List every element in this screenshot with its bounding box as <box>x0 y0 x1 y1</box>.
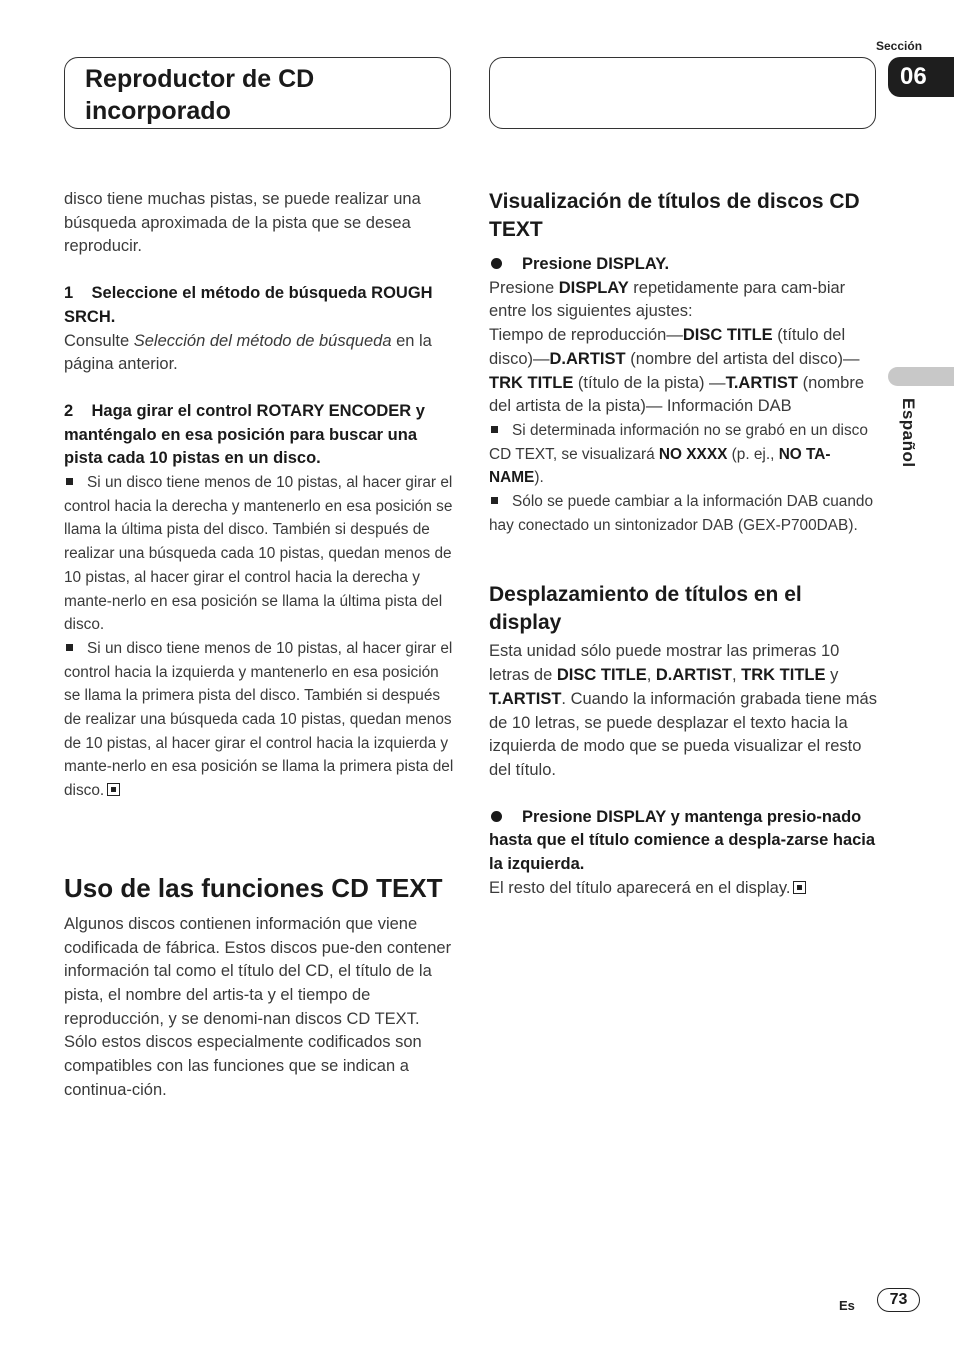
scroll-result <box>489 877 879 901</box>
section-label: Sección <box>876 39 923 53</box>
note-right-turn <box>64 471 454 637</box>
note-no-info <box>489 419 879 490</box>
text-run: Tiempo de reproducción— <box>489 326 683 345</box>
display-step-text: Presione DISPLAY. <box>522 255 670 273</box>
text-run: , <box>731 666 742 685</box>
disc-artist-label: D.ARTIST <box>549 349 626 368</box>
track-title-label: TRK TITLE <box>741 666 826 685</box>
text-run: (nombre del artista de la pista)— Información DAB <box>489 373 865 416</box>
bullet-dot-icon <box>491 258 502 269</box>
display-cycle-paragraph <box>489 277 879 324</box>
intro-paragraph: disco tiene muchas pistas, se puede realizar una búsqueda aproximada de la pista que se desea reproducir. <box>64 190 421 256</box>
track-artist-label: T.ARTIST <box>489 689 562 708</box>
chapter-title: Reproductor de CD incorporado <box>85 65 315 125</box>
left-column <box>64 188 454 1103</box>
section-number: 06 <box>900 63 927 90</box>
language-tab-label: Español <box>899 398 918 468</box>
chapter-header-box <box>64 57 451 129</box>
bullet-dot-icon <box>491 811 502 822</box>
end-of-section-icon <box>107 783 120 796</box>
step-2-heading: 2 Haga girar el control ROTARY ENCODER y manténgalo en esa posición para buscar una pista cada 10 pistas en un disco. <box>64 401 425 468</box>
end-of-section-icon <box>793 881 806 894</box>
no-xxxx-label: NO XXXX <box>658 445 728 463</box>
scroll-step <box>489 806 879 877</box>
step-1-body <box>64 330 454 377</box>
empty-header-box <box>489 57 876 129</box>
title-scroll-heading: Desplazamiento de títulos en el display <box>489 583 802 635</box>
footer-language-code: Es <box>839 1298 855 1313</box>
text-run: , <box>646 666 656 685</box>
title-display-heading: Visualización de títulos de discos CD TEXT <box>489 190 860 241</box>
display-step <box>489 253 879 277</box>
bullet-square-icon <box>491 497 498 504</box>
disc-artist-label: D.ARTIST <box>655 666 732 685</box>
disc-title-label: DISC TITLE <box>682 326 773 345</box>
page-number <box>877 1288 920 1312</box>
note-right-turn-text: Si un disco tiene menos de 10 pistas, al hacer girar el control hacia la derecha y mantenerlo en esa posición se llama la última pista del disco. También si después de realizar una búsqueda cada 10 pistas, quedan menos de 10 pistas, al hacer girar el control hacia la derecha y mante-nerlo en esa posición se llama la última pista del disco. <box>64 474 453 634</box>
track-title-label: TRK TITLE <box>489 373 574 392</box>
text-run: (título de la pista) — <box>573 373 726 392</box>
scroll-step-text: Presione DISPLAY y mantenga presio-nado hasta que el título comience a despla-zarse hacia la izquierda. <box>489 807 876 874</box>
text-run: repetidamente para cam-biar entre los siguientes ajustes: <box>489 278 846 321</box>
text-run: y <box>825 666 839 685</box>
display-key-label: DISPLAY <box>558 278 629 297</box>
bullet-square-icon <box>66 644 73 651</box>
text-run: ). <box>534 469 544 487</box>
step-1-text: Consulte <box>64 331 134 350</box>
text-run: (p. ej., <box>727 445 779 463</box>
note-left-turn-text: Si un disco tiene menos de 10 pistas, al hacer girar el control hacia la izquierda y mantenerlo en esa posición se llama la primera pista del disco. También si después de realizar una búsqueda cada 10 pistas, quedan menos de 10 pistas, al hacer girar el control hacia la izquierda y mante-nerlo en esa posición se llama la primera pista del disco. <box>64 639 454 800</box>
step-1-text-end: en la página anterior. <box>64 331 432 374</box>
step-1-heading: 1 Seleccione el método de búsqueda ROUGH SRCH. <box>64 284 433 326</box>
right-column <box>489 188 879 900</box>
note-left-turn <box>64 637 454 803</box>
cd-text-paragraph: Algunos discos contienen información que viene codificada de fábrica. Estos discos pue-den contener información tal como el título del CD, el título de la pista, el nombre del artis-ta y el tiempo de reproducción, y se denomi-nan discos CD TEXT. Sólo estos discos especialmente codificados son compatibles con las funciones que se indican a continua-ción. <box>64 914 452 1099</box>
bullet-square-icon <box>491 426 498 433</box>
page-number-text: 73 <box>889 1291 908 1308</box>
text-run: Presione <box>489 278 559 297</box>
scroll-result-text: El resto del título aparecerá en el display. <box>489 878 791 897</box>
bullet-square-icon <box>66 478 73 485</box>
cd-text-heading: Uso de las funciones CD TEXT <box>64 872 443 903</box>
text-run: . Cuando la información grabada tiene más de 10 letras, se puede desplazar el texto hacia la izquierda de modo que se pueda visualizar el resto del título. <box>489 689 877 779</box>
step-1-reference: Selección del método de búsqueda <box>133 331 392 350</box>
text-run: Esta unidad sólo puede mostrar las primeras 10 letras de <box>489 642 840 685</box>
text-run: (título del disco)— <box>489 326 846 368</box>
disc-title-label: DISC TITLE <box>556 666 647 685</box>
note-dab-text: Sólo se puede cambiar a la información DAB cuando hay conectado un sintonizador DAB (GEX-P700DAB). <box>489 493 874 534</box>
no-taname-label: NO TA-NAME <box>489 445 831 487</box>
track-artist-label: T.ARTIST <box>725 373 798 392</box>
scroll-paragraph <box>489 640 879 782</box>
language-tab-marker <box>888 367 954 386</box>
section-number-tab <box>888 57 954 97</box>
text-run: (nombre del artista del disco)— <box>625 349 860 368</box>
display-sequence <box>489 324 879 419</box>
text-run: Si determinada información no se grabó en un disco CD TEXT, se visualizará <box>489 421 868 463</box>
note-dab <box>489 490 879 537</box>
